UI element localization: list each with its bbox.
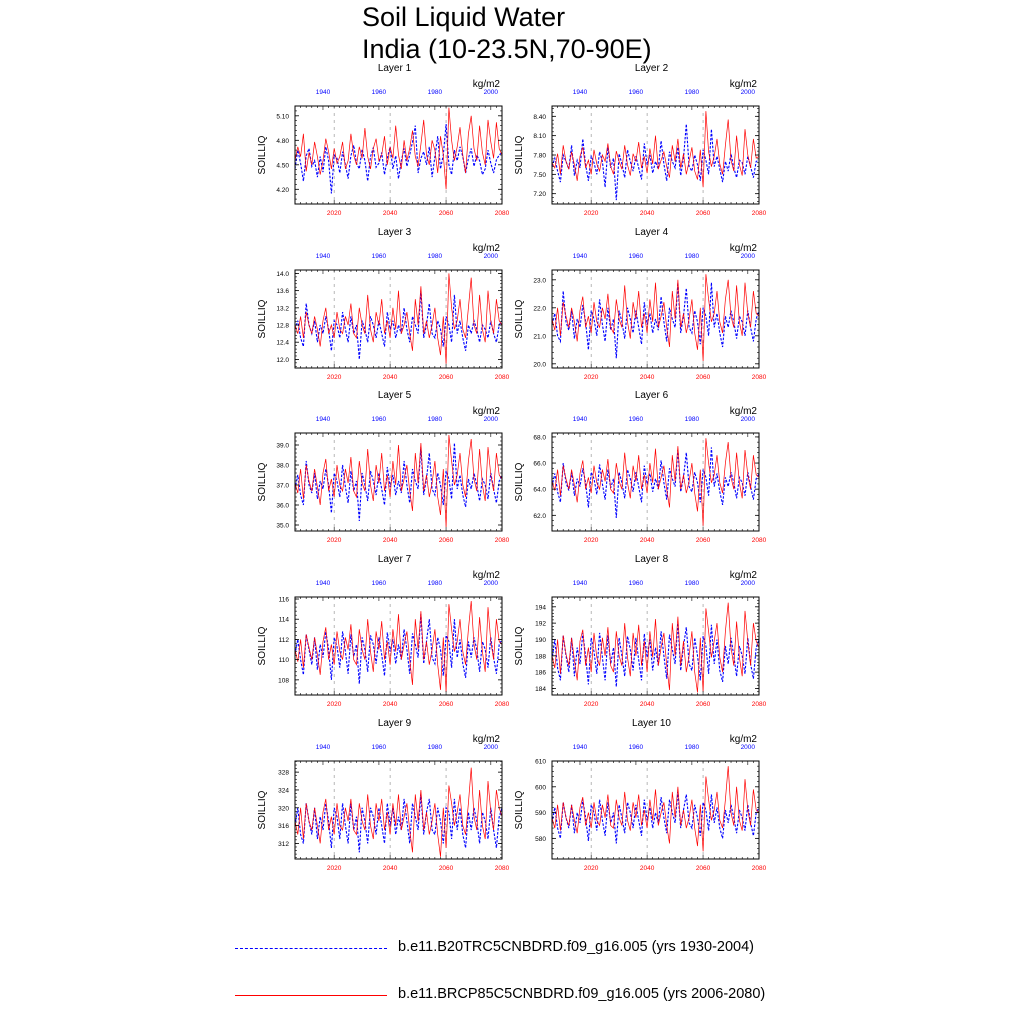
series-line-historical [295,291,502,360]
y-tick-label: 13.2 [276,305,289,313]
units-label: kg/m2 [729,570,757,581]
y-axis-label: SOILLIQ [257,790,268,830]
units-label: kg/m2 [472,406,500,417]
x-top-tick-label: 1980 [684,416,700,423]
y-tick-label: 64.0 [533,486,546,494]
panel-layer-9 [257,718,510,872]
x-bottom-tick-label: 2060 [438,865,454,872]
x-bottom-tick-label: 2080 [494,210,510,217]
x-top-tick-label: 1940 [572,253,588,260]
y-tick-label: 12.0 [276,356,289,364]
x-top-tick-label: 1940 [315,744,331,751]
x-bottom-tick-label: 2020 [583,537,599,544]
y-tick-label: 21.0 [533,333,546,341]
x-top-tick-label: 1940 [315,253,331,260]
x-top-tick-label: 2000 [483,580,499,587]
plot-frame [552,597,759,695]
x-bottom-tick-label: 2080 [494,374,510,381]
units-label: kg/m2 [729,79,757,90]
x-bottom-tick-label: 2020 [583,210,599,217]
x-top-tick-label: 1940 [572,580,588,587]
x-bottom-tick-label: 2040 [639,865,655,872]
x-bottom-tick-label: 2040 [382,210,398,217]
x-bottom-tick-label: 2020 [583,865,599,872]
units-label: kg/m2 [472,570,500,581]
x-top-tick-label: 1980 [427,416,443,423]
panel-layer-8 [514,554,767,708]
y-tick-label: 62.0 [533,512,546,520]
y-tick-label: 590 [535,810,546,818]
x-top-tick-label: 2000 [483,89,499,96]
x-bottom-tick-label: 2060 [438,701,454,708]
x-top-tick-label: 1960 [628,744,644,751]
series-line-historical [552,283,759,359]
plot-frame [552,761,759,859]
y-tick-label: 14.0 [276,270,289,278]
panel-layer-2 [514,63,767,217]
units-label: kg/m2 [729,734,757,745]
title-line-2: India (10-23.5N,70-90E) [362,34,652,64]
x-bottom-tick-label: 2040 [639,210,655,217]
y-axis-label: SOILLIQ [514,790,525,830]
series-line-rcp85 [552,274,759,361]
series-line-historical [295,443,502,521]
x-top-tick-label: 1960 [371,416,387,423]
x-bottom-tick-label: 2020 [583,374,599,381]
x-bottom-tick-label: 2040 [382,701,398,708]
x-bottom-tick-label: 2080 [494,865,510,872]
y-tick-label: 12.4 [276,339,289,347]
y-tick-label: 190 [535,636,546,644]
y-tick-label: 324 [278,787,289,795]
x-top-tick-label: 1960 [628,416,644,423]
y-axis-label: SOILLIQ [514,135,525,175]
x-bottom-tick-label: 2080 [751,865,767,872]
y-tick-label: 4.20 [276,186,289,194]
panel-title: Layer 6 [634,390,669,401]
x-top-tick-label: 2000 [740,744,756,751]
panel-title: Layer 10 [632,718,671,729]
y-tick-label: 4.50 [276,162,289,170]
series-line-historical [295,124,502,193]
x-top-tick-label: 2000 [740,89,756,96]
y-tick-label: 184 [535,685,546,693]
x-bottom-tick-label: 2040 [639,701,655,708]
panel-title: Layer 3 [377,227,412,238]
x-bottom-tick-label: 2080 [494,537,510,544]
panel-title: Layer 8 [634,554,669,565]
y-tick-label: 37.0 [276,482,289,490]
panel-layer-10 [514,718,767,872]
y-tick-label: 36.0 [276,502,289,510]
legend-label-rcp85: b.e11.BRCP85C5CNBDRD.f09_g16.005 (yrs 2006-2080) [398,986,766,1002]
y-tick-label: 316 [278,823,289,831]
y-axis-label: SOILLIQ [514,462,525,502]
x-top-tick-label: 1980 [684,89,700,96]
y-tick-label: 8.40 [533,113,546,121]
y-tick-label: 580 [535,835,546,843]
x-bottom-tick-label: 2060 [438,210,454,217]
y-tick-label: 312 [278,840,289,848]
x-bottom-tick-label: 2080 [751,374,767,381]
title-line-1: Soil Liquid Water [362,2,566,32]
panel-title: Layer 5 [377,390,412,401]
y-axis-label: SOILLIQ [514,626,525,666]
x-top-tick-label: 1940 [572,89,588,96]
y-tick-label: 38.0 [276,462,289,470]
x-top-tick-label: 1960 [371,744,387,751]
legend-line-rcp85 [235,995,387,996]
x-bottom-tick-label: 2040 [382,374,398,381]
x-top-tick-label: 1940 [572,416,588,423]
units-label: kg/m2 [729,406,757,417]
x-bottom-tick-label: 2060 [695,374,711,381]
x-top-tick-label: 1960 [628,89,644,96]
y-tick-label: 7.50 [533,171,546,179]
x-top-tick-label: 1980 [684,580,700,587]
x-bottom-tick-label: 2080 [751,537,767,544]
y-tick-label: 5.10 [276,113,289,121]
series-line-historical [552,124,759,200]
panel-title: Layer 4 [634,227,669,238]
series-line-rcp85 [552,603,759,693]
y-tick-label: 7.20 [533,191,546,199]
units-label: kg/m2 [729,243,757,254]
y-tick-label: 320 [278,805,289,813]
y-tick-label: 4.80 [276,137,289,145]
panel-layer-5 [257,390,510,544]
units-label: kg/m2 [472,79,500,90]
x-bottom-tick-label: 2080 [751,210,767,217]
x-bottom-tick-label: 2020 [326,537,342,544]
x-top-tick-label: 2000 [483,744,499,751]
y-axis-label: SOILLIQ [257,626,268,666]
x-top-tick-label: 2000 [483,416,499,423]
y-tick-label: 35.0 [276,522,289,530]
y-tick-label: 108 [278,677,289,685]
panel-layer-3 [257,227,510,381]
y-tick-label: 116 [278,596,289,604]
x-top-tick-label: 1960 [628,253,644,260]
x-top-tick-label: 1980 [427,580,443,587]
y-axis-label: SOILLIQ [257,135,268,175]
x-bottom-tick-label: 2040 [639,374,655,381]
x-bottom-tick-label: 2020 [583,701,599,708]
x-bottom-tick-label: 2060 [695,701,711,708]
y-tick-label: 192 [535,620,546,628]
x-bottom-tick-label: 2080 [751,701,767,708]
x-bottom-tick-label: 2060 [438,374,454,381]
y-tick-label: 68.0 [533,434,546,442]
y-tick-label: 66.0 [533,460,546,468]
units-label: kg/m2 [472,734,500,745]
y-tick-label: 328 [278,769,289,777]
x-bottom-tick-label: 2060 [695,865,711,872]
y-tick-label: 39.0 [276,442,289,450]
y-axis-label: SOILLIQ [257,462,268,502]
panel-title: Layer 1 [377,63,412,74]
panel-title: Layer 7 [377,554,412,565]
plot-frame [552,433,759,531]
panel-layer-4 [514,227,767,381]
y-tick-label: 610 [535,758,546,766]
x-bottom-tick-label: 2040 [382,865,398,872]
y-tick-label: 194 [535,604,546,612]
y-tick-label: 186 [535,669,546,677]
x-top-tick-label: 1940 [315,89,331,96]
legend-line-historical [235,948,387,949]
y-tick-label: 7.80 [533,152,546,160]
units-label: kg/m2 [472,243,500,254]
x-top-tick-label: 1940 [572,744,588,751]
series-line-rcp85 [552,438,759,526]
x-bottom-tick-label: 2080 [494,701,510,708]
panel-layer-7 [257,554,510,708]
x-bottom-tick-label: 2020 [326,374,342,381]
y-tick-label: 20.0 [533,361,546,369]
y-tick-label: 23.0 [533,277,546,285]
x-bottom-tick-label: 2060 [695,210,711,217]
x-top-tick-label: 1980 [427,89,443,96]
x-top-tick-label: 2000 [740,580,756,587]
y-tick-label: 110 [278,657,289,665]
x-top-tick-label: 1980 [427,744,443,751]
x-bottom-tick-label: 2020 [326,865,342,872]
x-bottom-tick-label: 2020 [326,701,342,708]
x-top-tick-label: 2000 [740,416,756,423]
panel-title: Layer 9 [377,718,412,729]
y-tick-label: 188 [535,653,546,661]
plot-frame [295,761,502,859]
x-bottom-tick-label: 2060 [695,537,711,544]
x-top-tick-label: 1960 [371,89,387,96]
plot-frame [295,270,502,368]
y-tick-label: 12.8 [276,322,289,330]
x-bottom-tick-label: 2020 [326,210,342,217]
x-top-tick-label: 1960 [628,580,644,587]
x-top-tick-label: 2000 [483,253,499,260]
x-bottom-tick-label: 2060 [438,537,454,544]
panel-title: Layer 2 [634,63,669,74]
x-top-tick-label: 1940 [315,580,331,587]
y-tick-label: 22.0 [533,305,546,313]
x-top-tick-label: 1960 [371,580,387,587]
series-line-rcp85 [552,111,759,187]
series-line-rcp85 [295,768,502,857]
x-top-tick-label: 1980 [684,253,700,260]
series-line-historical [552,447,759,518]
x-bottom-tick-label: 2040 [639,537,655,544]
x-top-tick-label: 1980 [427,253,443,260]
x-top-tick-label: 1940 [315,416,331,423]
panel-layer-1 [257,63,510,217]
x-top-tick-label: 1980 [684,744,700,751]
x-top-tick-label: 2000 [740,253,756,260]
y-tick-label: 13.6 [276,288,289,296]
y-axis-label: SOILLIQ [257,299,268,339]
y-tick-label: 8.10 [533,133,546,141]
x-top-tick-label: 1960 [371,253,387,260]
x-bottom-tick-label: 2040 [382,537,398,544]
y-tick-label: 112 [278,636,289,644]
legend-label-historical: b.e11.B20TRC5CNBDRD.f09_g16.005 (yrs 1930-2004) [398,939,754,955]
series-line-rcp85 [552,766,759,851]
y-tick-label: 114 [278,616,289,624]
y-axis-label: SOILLIQ [514,299,525,339]
series-line-historical [295,614,502,684]
panel-layer-6 [514,390,767,544]
y-tick-label: 600 [535,784,546,792]
